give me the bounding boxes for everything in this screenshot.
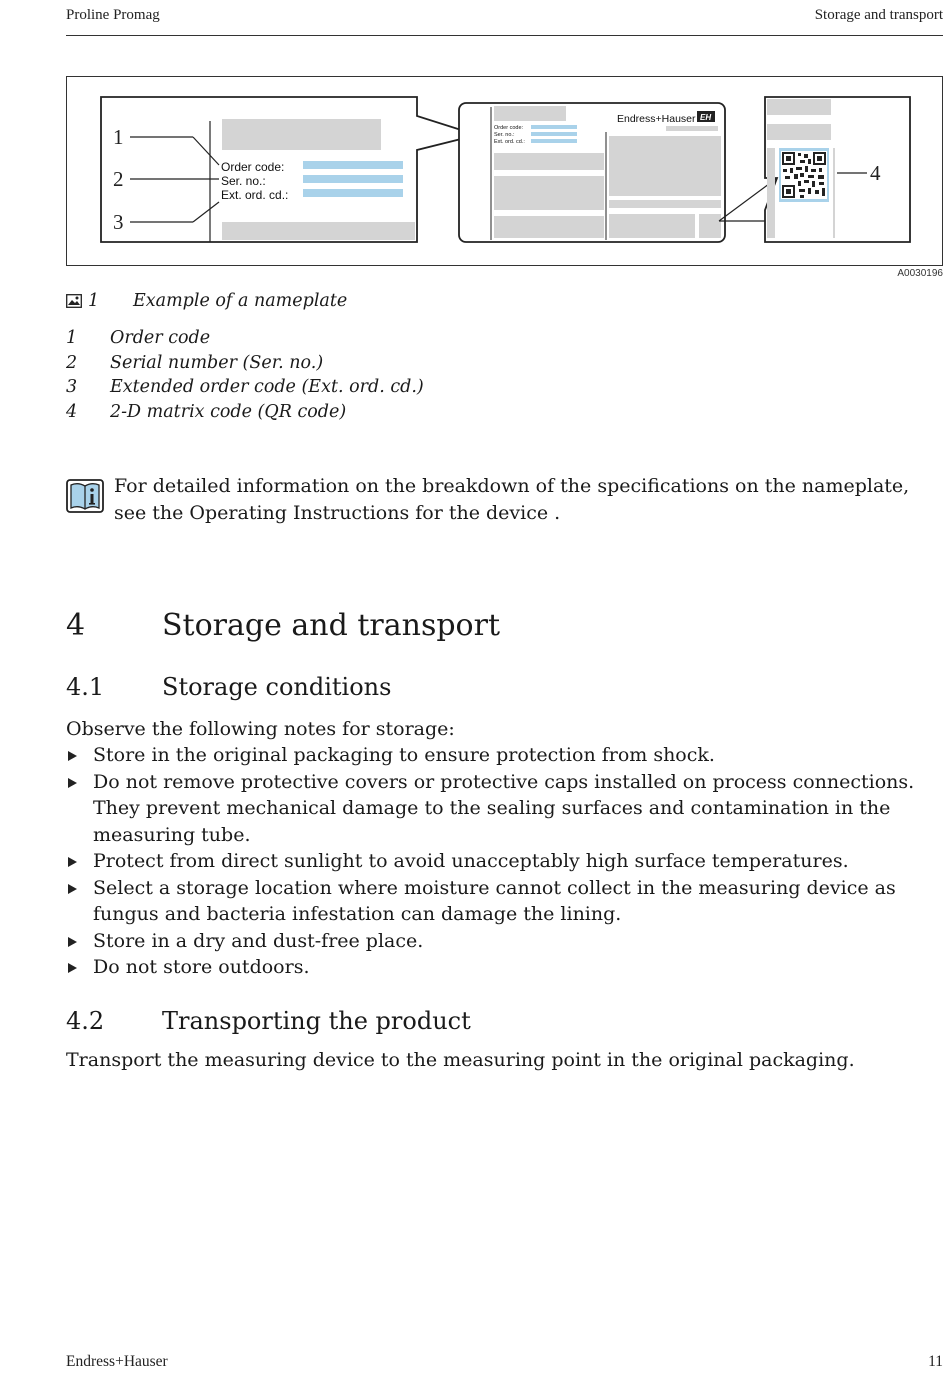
- subsection-number: 4.1: [66, 673, 105, 701]
- order-code-field: [303, 161, 403, 169]
- list-item-text: Select a storage location where moisture cannot collect in the measuring device as fungus and bacteria infestation can damage the lining.: [93, 876, 896, 925]
- detail-label-serial: Ser. no.:: [221, 174, 266, 188]
- serial-field: [303, 175, 403, 183]
- figure-caption: [66, 291, 347, 311]
- bullet-arrow-icon: [68, 857, 77, 867]
- subsection-heading-storage: [66, 673, 391, 701]
- figure-code: A0030196: [897, 268, 943, 279]
- list-item: [66, 954, 936, 981]
- list-item-text: Do not remove protective covers or protective caps installed on process connections. They prevent mechanical damage to the sealing surfaces and contamination in the measuring tube.: [93, 770, 915, 846]
- legend-number: 3: [66, 377, 78, 398]
- page-number: 11: [928, 1353, 943, 1370]
- detail-label-ext: Ext. ord. cd.:: [221, 188, 289, 202]
- legend-text: Order code: [110, 328, 211, 349]
- ext-order-field: [303, 189, 403, 197]
- detail-label-order: Order code:: [221, 160, 285, 174]
- storage-intro: Observe the following notes for storage:: [66, 718, 455, 740]
- detail-gray-block: [222, 119, 381, 150]
- subsection-title: Storage conditions: [162, 673, 392, 701]
- bullet-arrow-icon: [68, 937, 77, 947]
- plate-label-ext: Ext. ord. cd.:: [494, 139, 525, 145]
- book-info-icon: [66, 477, 104, 515]
- footer-brand: Endress+Hauser: [66, 1353, 168, 1370]
- figure-legend: [66, 326, 424, 424]
- list-item: [66, 875, 936, 928]
- list-item-text: Do not store outdoors.: [93, 956, 310, 978]
- legend-text: Extended order code (Ext. ord. cd.): [110, 377, 424, 398]
- nameplate-illustration: [67, 77, 944, 267]
- legend-item: [66, 375, 424, 400]
- legend-number: 4: [66, 401, 78, 422]
- list-item: [66, 928, 936, 955]
- callout-2: 2: [113, 167, 124, 191]
- transport-text: Transport the measuring device to the measuring point in the original packaging.: [66, 1049, 855, 1071]
- caption-text: Example of a nameplate: [133, 291, 348, 311]
- eh-logo-text: EH: [700, 113, 712, 122]
- detail-bottom-block: [222, 222, 415, 240]
- legend-number: 1: [66, 328, 78, 349]
- callout-1: 1: [113, 125, 124, 149]
- plate-label-serial: Ser. no.:: [494, 132, 515, 138]
- legend-number: 2: [66, 352, 78, 373]
- nameplate-figure: [66, 76, 943, 266]
- legend-item: [66, 400, 424, 425]
- plate-brand: Endress+Hauser: [617, 113, 696, 125]
- list-item: [66, 769, 936, 849]
- bullet-arrow-icon: [68, 884, 77, 894]
- subsection-number: 4.2: [66, 1007, 105, 1035]
- list-item-text: Store in the original packaging to ensure protection from shock.: [93, 744, 715, 766]
- list-item: [66, 848, 936, 875]
- subsection-heading-transport: [66, 1007, 471, 1035]
- plate-label-order: Order code:: [494, 125, 524, 131]
- section-number: 4: [66, 608, 86, 643]
- header-chapter-title: Storage and transport: [814, 7, 943, 23]
- note-text: For detailed information on the breakdown of the specifications on the nameplate, see the Operating Instructions for the device .: [114, 475, 910, 524]
- detail-panel: [101, 97, 477, 242]
- legend-item: [66, 326, 424, 351]
- list-item-text: Store in a dry and dust-free place.: [93, 929, 424, 952]
- section-heading: [66, 608, 500, 643]
- section-title: Storage and transport: [162, 608, 500, 643]
- bullet-arrow-icon: [68, 751, 77, 761]
- legend-item: [66, 351, 424, 376]
- list-item: [66, 742, 936, 769]
- subsection-title: Transporting the product: [162, 1007, 471, 1035]
- qr-code: [781, 151, 827, 199]
- caption-number: 1: [88, 291, 100, 311]
- bullet-arrow-icon: [68, 778, 77, 788]
- storage-notes-list: [66, 742, 936, 981]
- callout-3: 3: [113, 210, 124, 234]
- figure-icon: [66, 294, 82, 308]
- legend-text: 2-D matrix code (QR code): [110, 401, 347, 422]
- legend-text: Serial number (Ser. no.): [110, 352, 324, 373]
- header-product-name: Proline Promag: [66, 7, 160, 23]
- callout-4: 4: [870, 161, 881, 185]
- list-item-text: Protect from direct sunlight to avoid unacceptably high surface temperatures.: [93, 850, 849, 872]
- bullet-arrow-icon: [68, 963, 77, 973]
- header-rule: [66, 35, 943, 36]
